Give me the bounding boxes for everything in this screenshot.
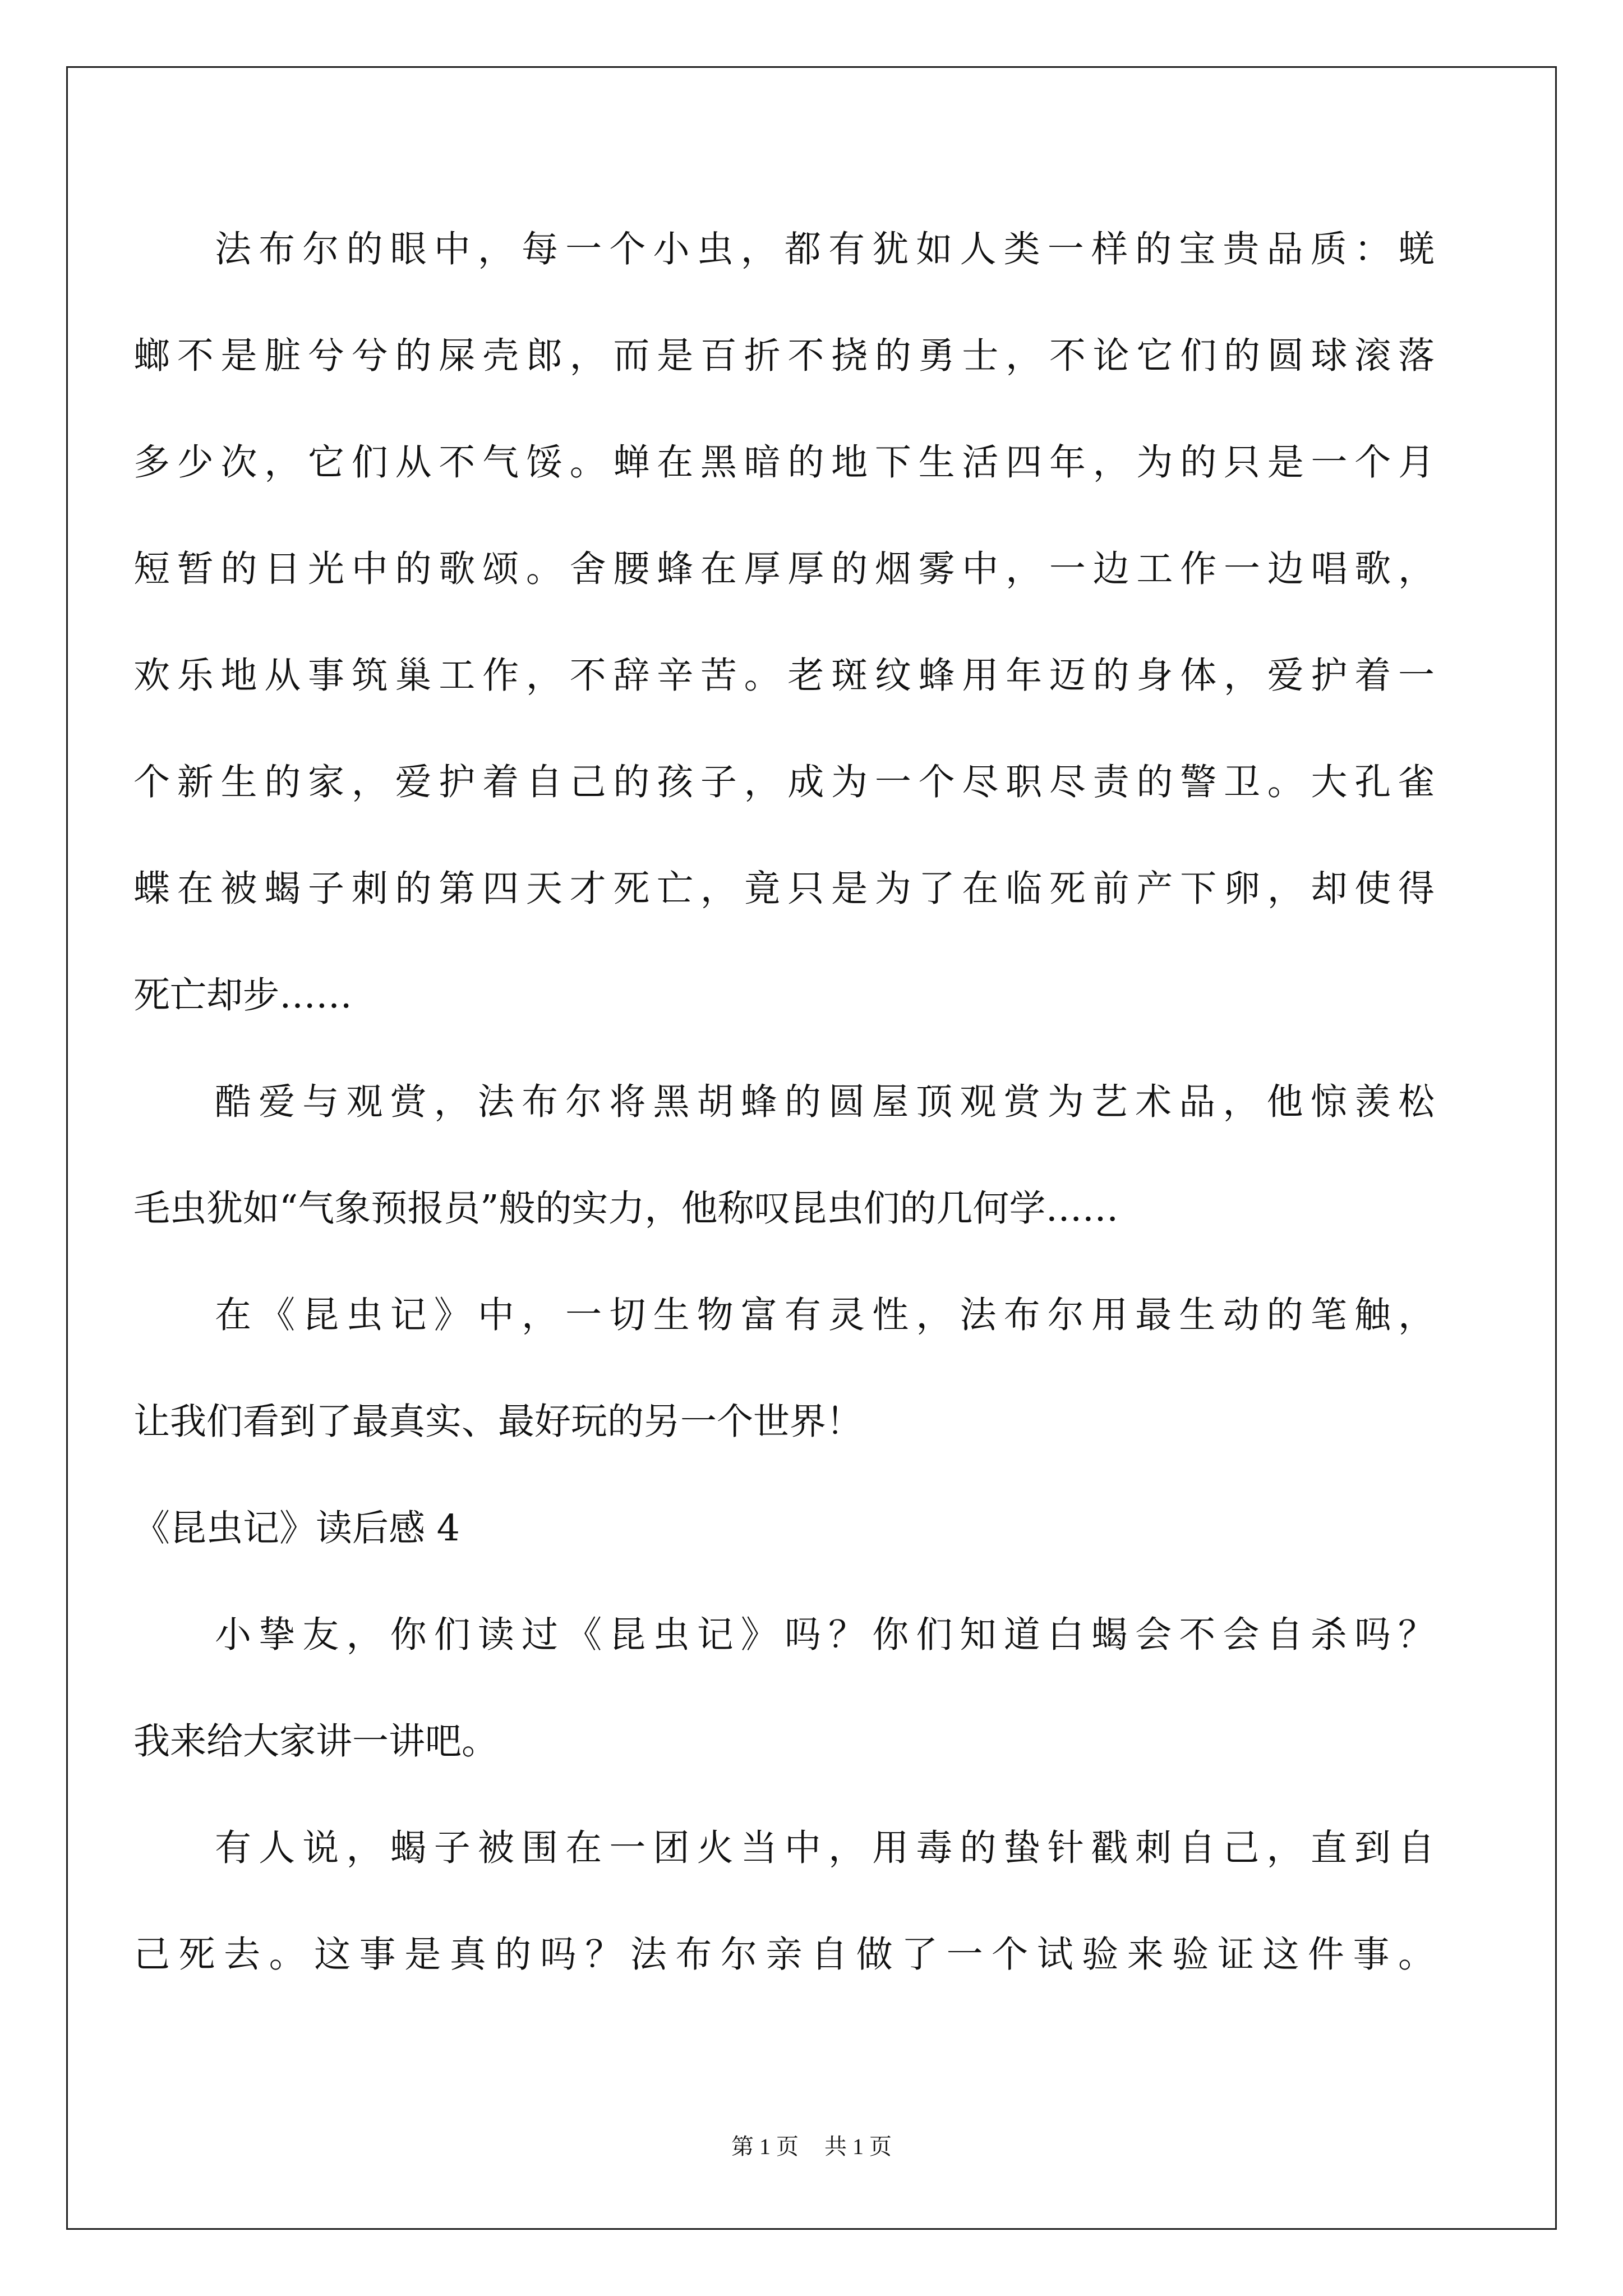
paragraph-line: 螂不是脏兮兮的屎壳郎，而是百折不挠的勇士，不论它们的圆球滚落 bbox=[133, 335, 1435, 377]
paragraph-line: 小挚友，你们读过《昆虫记》吗？你们知道白蝎会不会自杀吗？ bbox=[215, 1614, 1435, 1656]
paragraph-line: 死亡却步…… bbox=[133, 974, 353, 1016]
paragraph-line: 毛虫犹如“气象预报员”般的实力，他称叹昆虫们的几何学…… bbox=[133, 1188, 1119, 1230]
paragraph-line: 个新生的家，爱护着自己的孩子，成为一个尽职尽责的警卫。大孔雀 bbox=[133, 761, 1435, 803]
section-heading: 《昆虫记》读后感 4 bbox=[133, 1507, 460, 1549]
page-footer bbox=[0, 2133, 1623, 2161]
paragraph-line: 法布尔的眼中，每一个小虫，都有犹如人类一样的宝贵品质：蜣 bbox=[215, 228, 1435, 270]
paragraph-line: 短暂的日光中的歌颂。舍腰蜂在厚厚的烟雾中，一边工作一边唱歌， bbox=[133, 548, 1435, 590]
paragraph-line: 己死去。这事是真的吗？法布尔亲自做了一个试验来验证这件事。 bbox=[133, 1934, 1435, 1976]
paragraph-line: 有人说，蝎子被围在一团火当中，用毒的蛰针戳刺自己，直到自 bbox=[215, 1827, 1435, 1869]
paragraph-line: 在《昆虫记》中，一切生物富有灵性，法布尔用最生动的笔触， bbox=[215, 1294, 1435, 1336]
page-number: 第 1 页 bbox=[731, 2134, 799, 2159]
paragraph-line: 让我们看到了最真实、最好玩的另一个世界！ bbox=[133, 1401, 863, 1443]
paragraph-line: 我来给大家讲一讲吧。 bbox=[133, 1720, 499, 1763]
paragraph-line: 多少次，它们从不气馁。蝉在黑暗的地下生活四年，为的只是一个月 bbox=[133, 441, 1435, 484]
paragraph-line: 蝶在被蝎子刺的第四天才死亡，竟只是为了在临死前产下卵，却使得 bbox=[133, 868, 1435, 910]
page-border bbox=[66, 66, 1557, 2230]
paragraph-line: 欢乐地从事筑巢工作，不辞辛苦。老斑纹蜂用年迈的身体，爱护着一 bbox=[133, 655, 1435, 697]
paragraph-line: 酷爱与观赏，法布尔将黑胡蜂的圆屋顶观赏为艺术品，他惊羡松 bbox=[215, 1081, 1435, 1123]
page-total: 共 1 页 bbox=[824, 2134, 892, 2159]
